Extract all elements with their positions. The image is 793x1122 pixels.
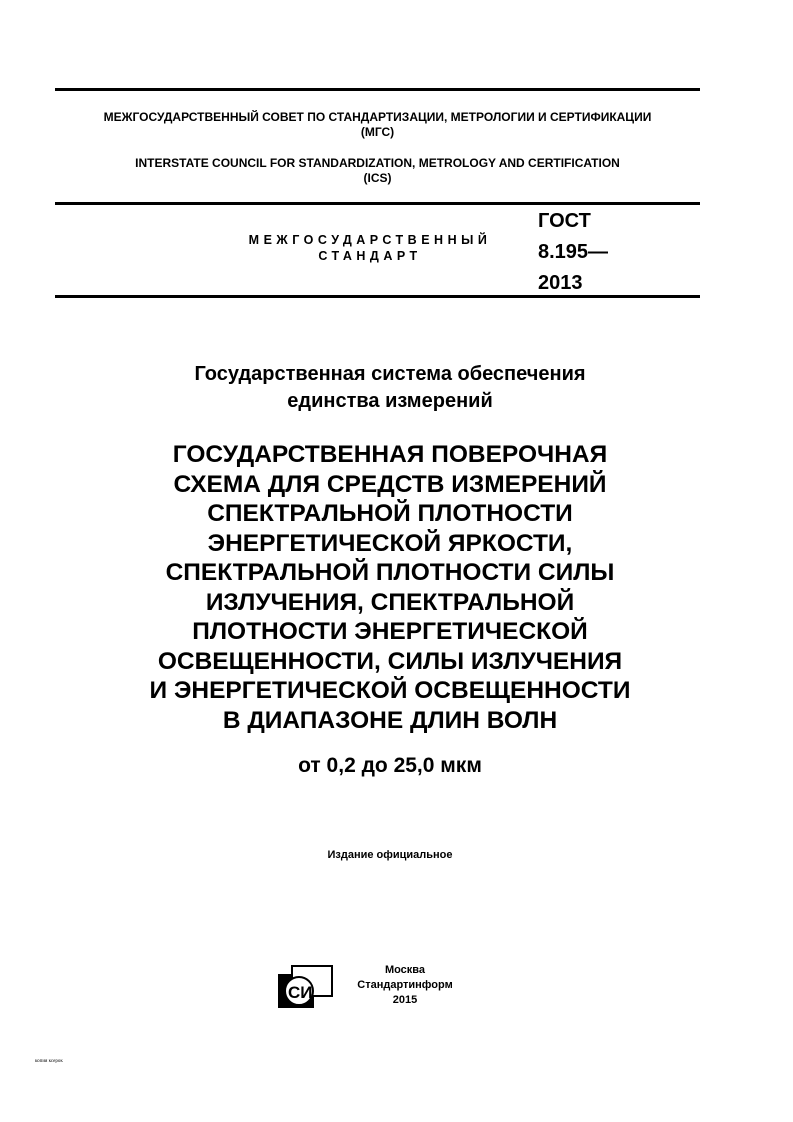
- title-line: СПЕКТРАЛЬНОЙ ПЛОТНОСТИ: [207, 500, 573, 527]
- logo-text: СИ: [288, 983, 313, 1002]
- series-subtitle: [80, 361, 700, 415]
- council-en-block: [55, 156, 700, 186]
- subtitle-line1: Государственная система обеспечения: [194, 363, 586, 385]
- publisher-block: [340, 963, 470, 1008]
- title-line: ИЗЛУЧЕНИЯ, СПЕКТРАЛЬНОЙ: [205, 588, 575, 616]
- gost-designation: [538, 206, 608, 299]
- title-line: ПЛОТНОСТИ ЭНЕРГЕТИЧЕСКОЙ: [192, 618, 588, 645]
- title-line: ГОСУДАРСТВЕННАЯ ПОВЕРОЧНАЯ: [172, 441, 608, 468]
- council-ru-block: [55, 110, 700, 140]
- wavelength-range: от 0,2 до 25,0 мкм: [298, 754, 482, 777]
- subtitle-line2: единства измерений: [287, 390, 493, 412]
- council-en-name: INTERSTATE COUNCIL FOR STANDARDIZATION, METROLOGY AND CERTIFICATION: [135, 156, 620, 170]
- publisher-city: Москва: [384, 964, 426, 976]
- council-ru-name: МЕЖГОСУДАРСТВЕННЫЙ СОВЕТ ПО СТАНДАРТИЗАЦИИ, МЕТРОЛОГИИ И СЕРТИФИКАЦИИ: [103, 110, 652, 124]
- title-line: СПЕКТРАЛЬНОЙ ПЛОТНОСТИ СИЛЫ: [165, 559, 615, 586]
- scan-note: копия ксерок: [35, 1059, 63, 1064]
- council-ru-abbr: (МГС): [360, 125, 395, 139]
- document-title: [80, 440, 700, 735]
- standard-type: [225, 232, 515, 264]
- title-line: ОСВЕЩЕННОСТИ, СИЛЫ ИЗЛУЧЕНИЯ: [157, 647, 623, 675]
- designation-top-rule: [55, 202, 700, 205]
- gost-prefix: ГОСТ: [538, 210, 591, 232]
- title-line: СХЕМА ДЛЯ СРЕДСТВ ИЗМЕРЕНИЙ: [173, 470, 607, 498]
- publisher-year: 2015: [392, 994, 418, 1006]
- gost-number: 8.195—: [538, 241, 609, 263]
- title-line: В ДИАПАЗОНЕ ДЛИН ВОЛН: [222, 706, 558, 734]
- designation-bottom-rule: [55, 295, 700, 298]
- gost-year: 2013: [538, 272, 583, 294]
- council-en-abbr: (ICS): [363, 171, 392, 185]
- publisher-name: Стандартинформ: [357, 979, 453, 991]
- title-line: И ЭНЕРГЕТИЧЕСКОЙ ОСВЕЩЕННОСТИ: [149, 677, 631, 704]
- title-line: ЭНЕРГЕТИЧЕСКОЙ ЯРКОСТИ,: [207, 529, 573, 557]
- standard-type-line2: СТАНДАРТ: [318, 249, 422, 263]
- top-rule: [55, 88, 700, 91]
- standartinform-logo-icon: [276, 964, 334, 1010]
- standard-type-line1: МЕЖГОСУДАРСТВЕННЫЙ: [248, 233, 492, 247]
- edition-label: Издание официальное: [327, 849, 453, 861]
